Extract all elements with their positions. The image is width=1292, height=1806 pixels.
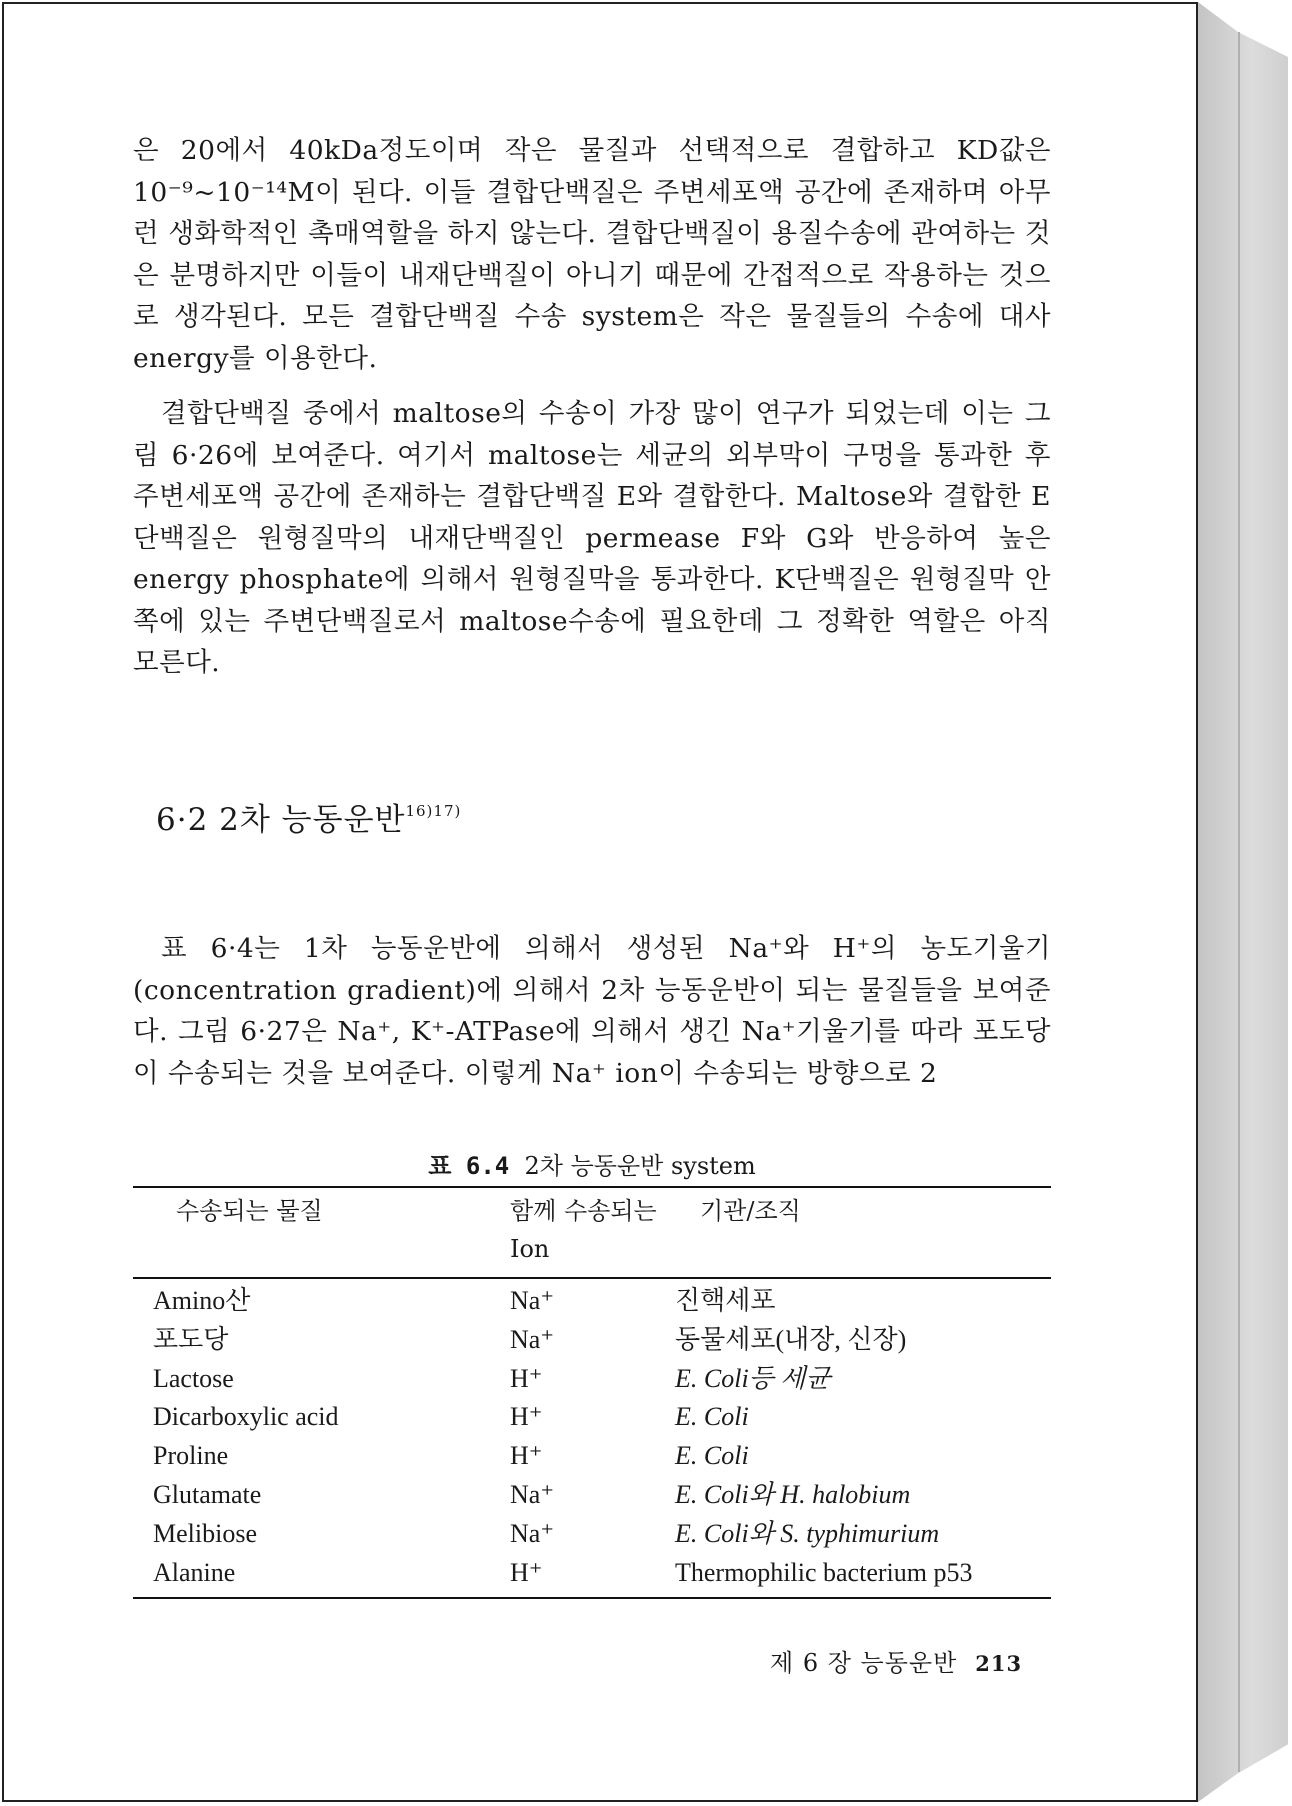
paragraph-maltose-transport: 결합단백질 중에서 maltose의 수송이 가장 많이 연구가 되었는데 이는 그림 6·26에 보여준다. 여기서 maltose는 세균의 외부막이 구멍을 통과한 후 주변세포액 공간에 존재하는 결합단백질 E와 결합한다. Maltose와 결합한 E 단백질은 원형질막의 내재단백질인 permease F와 G와 반응하여 높은 energy phosphate에 의해서 원형질막을 통과한다. K단백질은 원형질막 안쪽에 있는 주변단백질로서 maltose수송에 필요한데 그 정확한 역할은 아직 모른다.: [133, 398, 1051, 678]
book-page-edge: [1198, 2, 1288, 1802]
table-header-substance: 수송되는 물질: [176, 1197, 323, 1225]
table-row: [153, 1437, 1033, 1476]
cell-ion: H⁺: [510, 1441, 543, 1471]
table-header-rule: [133, 1277, 1051, 1279]
cell-organ: E. Coli와 S. typhimurium: [675, 1518, 940, 1548]
cell-substance: 포도당: [153, 1324, 229, 1354]
section-heading: [156, 794, 461, 839]
table-row: [153, 1282, 1033, 1321]
cell-substance: Alanine: [153, 1557, 236, 1587]
cell-ion: H⁺: [510, 1557, 543, 1587]
table-row: [153, 1515, 1033, 1554]
cell-ion: Na⁺: [510, 1324, 555, 1354]
cell-ion: Na⁺: [510, 1518, 555, 1548]
section-heading-refs: 16)17): [405, 802, 462, 820]
cell-substance: Melibiose: [153, 1518, 257, 1548]
cell-organ: E. Coli: [675, 1402, 749, 1432]
cell-organ: E. Coli등 세균: [675, 1363, 831, 1393]
cell-organ: 동물세포(내장, 신장): [675, 1324, 907, 1354]
table-header-organ: 기관/조직: [700, 1197, 801, 1225]
table-row: [153, 1554, 1033, 1593]
table-caption: [133, 1146, 1051, 1181]
cell-substance: Proline: [153, 1441, 229, 1471]
cell-organ: Thermophilic bacterium p53: [675, 1557, 973, 1587]
table-caption-label: 표 6.4: [428, 1152, 510, 1180]
table-top-rule: [133, 1186, 1051, 1188]
cell-organ: E. Coli: [675, 1441, 749, 1471]
section-heading-text: 6·2 2차 능동운반: [156, 802, 406, 838]
page-footer: [770, 1643, 1022, 1678]
table-row: [153, 1321, 1033, 1360]
footer-chapter: 제 6 장 능동운반: [770, 1649, 958, 1677]
cell-ion: Na⁺: [510, 1479, 555, 1509]
cell-substance: Dicarboxylic acid: [153, 1402, 339, 1432]
table-bottom-rule: [133, 1597, 1051, 1599]
cell-substance: Glutamate: [153, 1479, 262, 1509]
cell-organ: E. Coli와 H. halobium: [675, 1479, 911, 1509]
paragraph-binding-proteins: 은 20에서 40kDa정도이며 작은 물질과 선택적으로 결합하고 KD값은 10⁻⁹~10⁻¹⁴M이 된다. 이들 결합단백질은 주변세포액 공간에 존재하며 아무런 생화학적인 촉매역할을 하지 않는다. 결합단백질이 용질수송에 관여하는 것은 분명하지만 이들이 내재단백질이 아니기 때문에 간접적으로 작용하는 것으로 생각된다. 모든 결합단백질 수송 system은 작은 물질들의 수송에 대사 energy를 이용한다.: [133, 135, 1051, 374]
table-body: [153, 1282, 1033, 1592]
table-row: [153, 1398, 1033, 1437]
table-row: [153, 1360, 1033, 1399]
table-header-ion: [510, 1192, 690, 1268]
page-edge-line: [1238, 32, 1240, 1772]
table-header-ion-line1: 함께 수송되는: [510, 1197, 657, 1225]
cell-substance: Lactose: [153, 1363, 234, 1393]
cell-organ: 진핵세포: [675, 1286, 776, 1315]
cell-ion: H⁺: [510, 1402, 543, 1432]
table-row: [153, 1476, 1033, 1515]
table-caption-text: 2차 능동운반 system: [524, 1152, 756, 1180]
cell-ion: Na⁺: [510, 1286, 555, 1315]
cell-ion: H⁺: [510, 1363, 543, 1393]
cell-substance: Amino산: [153, 1286, 251, 1315]
paragraph-secondary-transport: 표 6·4는 1차 능동운반에 의해서 생성된 Na⁺와 H⁺의 농도기울기(concentration gradient)에 의해서 2차 능동운반이 되는 물질들을 보여준다. 그림 6·27은 Na⁺, K⁺-ATPase에 의해서 생긴 Na⁺기울기를 따라 포도당이 수송되는 것을 보여준다. 이렇게 Na⁺ ion이 수송되는 방향으로 2: [133, 933, 1051, 1089]
page-number: 213: [975, 1651, 1023, 1676]
table-header-ion-line2: Ion: [510, 1235, 550, 1263]
